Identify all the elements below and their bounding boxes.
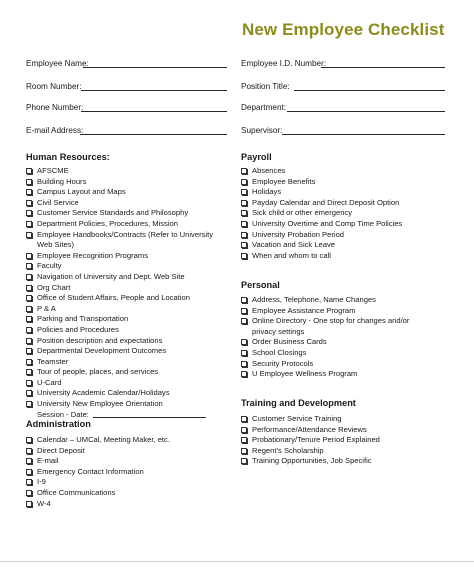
hr-item-development-outcomes[interactable]: Departmental Development Outcomes: [26, 346, 213, 357]
employee-name-line[interactable]: [83, 67, 227, 68]
checkbox-icon[interactable]: [26, 210, 32, 216]
training-item-opportunities[interactable]: Training Opportunities, Job Specific: [241, 456, 380, 467]
hr-item-handbooks-continuation: Web Sites): [37, 240, 74, 250]
checkbox-icon[interactable]: [26, 401, 32, 407]
hr-item-building-hours[interactable]: Building Hours: [26, 177, 213, 188]
checkbox-icon[interactable]: [241, 253, 247, 259]
checkbox-icon[interactable]: [26, 189, 32, 195]
hr-item-faculty[interactable]: Faculty: [26, 261, 213, 272]
admin-item-emergency-contact[interactable]: Emergency Contact Information: [26, 467, 170, 478]
checkbox-icon[interactable]: [241, 168, 247, 174]
checkbox-icon[interactable]: [241, 448, 247, 454]
checkbox-icon[interactable]: [26, 168, 32, 174]
department-field: [241, 103, 286, 112]
checkbox-icon[interactable]: [241, 242, 247, 248]
checkbox-icon[interactable]: [26, 469, 32, 475]
checkbox-icon[interactable]: [241, 339, 247, 345]
payroll-item-absences[interactable]: Absences: [241, 166, 402, 177]
payroll-item-payday-calendar[interactable]: Payday Calendar and Direct Deposit Option: [241, 198, 402, 209]
checkbox-icon[interactable]: [26, 253, 32, 259]
checkbox-icon[interactable]: [26, 490, 32, 496]
personal-item-security[interactable]: Security Protocols: [241, 359, 409, 370]
supervisor-label: Supervisor:: [241, 126, 283, 135]
checkbox-icon[interactable]: [26, 359, 32, 365]
room-number-field: [26, 82, 82, 91]
checkbox-icon[interactable]: [26, 316, 32, 322]
hr-item-parking[interactable]: Parking and Transportation: [26, 314, 213, 325]
administration-list: [26, 435, 170, 509]
checkbox-icon[interactable]: [241, 210, 247, 216]
checkbox-icon[interactable]: [26, 458, 32, 464]
personal-heading: Personal: [241, 280, 280, 290]
admin-item-office-communications[interactable]: Office Communications: [26, 488, 170, 499]
checkbox-icon[interactable]: [241, 361, 247, 367]
phone-number-label: Phone Number:: [26, 103, 84, 112]
checkbox-icon[interactable]: [26, 380, 32, 386]
employee-id-line[interactable]: [321, 67, 445, 68]
checkbox-icon[interactable]: [26, 501, 32, 507]
checkbox-icon[interactable]: [241, 416, 247, 422]
checkbox-icon[interactable]: [26, 295, 32, 301]
email-address-field: [26, 126, 83, 135]
page-title: New Employee Checklist: [242, 20, 445, 39]
department-line[interactable]: [287, 111, 445, 112]
checkbox-icon[interactable]: [241, 232, 247, 238]
payroll-item-whom-to-call[interactable]: When and whom to call: [241, 251, 402, 262]
checkbox-icon[interactable]: [241, 297, 247, 303]
training-list: [241, 414, 380, 467]
email-address-label: E-mail Address:: [26, 126, 84, 135]
checkbox-icon[interactable]: [26, 369, 32, 375]
personal-item-school-closings[interactable]: School Closings: [241, 348, 409, 359]
page-bottom-divider: [0, 561, 474, 562]
department-label: Department:: [241, 103, 287, 112]
email-address-line[interactable]: [80, 134, 227, 135]
checkbox-icon[interactable]: [26, 479, 32, 485]
checkbox-icon[interactable]: [241, 437, 247, 443]
checkbox-icon[interactable]: [26, 179, 32, 185]
supervisor-line[interactable]: [282, 134, 445, 135]
hr-item-orientation[interactable]: University New Employee Orientation: [26, 399, 213, 410]
hr-item-civil-service[interactable]: Civil Service: [26, 198, 213, 209]
hr-item-employee-handbooks[interactable]: Employee Handbooks/Contracts (Refer to University: [26, 230, 213, 241]
supervisor-field: [241, 126, 282, 135]
training-item-scholarship[interactable]: Regent’s Scholarship: [241, 446, 380, 457]
hr-item-u-card[interactable]: U-Card: [26, 378, 213, 389]
checkbox-icon[interactable]: [241, 371, 247, 377]
position-title-field: [241, 82, 290, 91]
checkbox-icon[interactable]: [26, 274, 32, 280]
hr-item-afscme[interactable]: AFSCME: [26, 166, 213, 177]
payroll-item-holidays[interactable]: Holidays: [241, 187, 402, 198]
admin-item-calendar[interactable]: Calendar – UMCal, Meeting Maker, etc.: [26, 435, 170, 446]
checkbox-icon[interactable]: [241, 427, 247, 433]
payroll-item-overtime[interactable]: University Overtime and Comp Time Policies: [241, 219, 402, 230]
checkbox-icon[interactable]: [26, 232, 32, 238]
hr-item-position-description[interactable]: Position description and expectations: [26, 336, 213, 347]
checkbox-icon[interactable]: [26, 221, 32, 227]
checkbox-icon[interactable]: [26, 306, 32, 312]
payroll-heading: Payroll: [241, 152, 272, 162]
hr-item-academic-calendar[interactable]: University Academic Calendar/Holidays: [26, 388, 213, 399]
hr-item-navigation[interactable]: Navigation of University and Dept. Web Site: [26, 272, 213, 283]
admin-item-direct-deposit[interactable]: Direct Deposit: [26, 446, 170, 457]
employee-name-field: [26, 59, 89, 68]
personal-list: [241, 295, 409, 380]
personal-item-directory-continuation: privacy settings: [252, 326, 305, 336]
hr-item-student-affairs[interactable]: Office of Student Affairs, People and Location: [26, 293, 213, 304]
employee-name-label: Employee Name:: [26, 59, 89, 68]
checkbox-icon[interactable]: [26, 448, 32, 454]
hr-item-department-policies[interactable]: Department Policies, Procedures, Mission: [26, 219, 213, 230]
checkbox-icon[interactable]: [241, 200, 247, 206]
hr-item-tour[interactable]: Tour of people, places, and services: [26, 367, 213, 378]
checkbox-icon[interactable]: [241, 350, 247, 356]
hr-item-p-and-a[interactable]: P & A: [26, 304, 213, 315]
checkbox-icon[interactable]: [26, 390, 32, 396]
payroll-list: [241, 166, 402, 261]
checkbox-icon[interactable]: [26, 263, 32, 269]
checkbox-icon[interactable]: [26, 327, 32, 333]
checkbox-icon[interactable]: [241, 179, 247, 185]
checkbox-icon[interactable]: [241, 308, 247, 314]
position-title-line[interactable]: [294, 90, 445, 91]
employee-id-field: [241, 59, 326, 68]
payroll-item-probation[interactable]: University Probation Period: [241, 230, 402, 241]
checkbox-icon[interactable]: [26, 437, 32, 443]
payroll-item-benefits[interactable]: Employee Benefits: [241, 177, 402, 188]
personal-item-assistance[interactable]: Employee Assistance Program: [241, 306, 409, 317]
training-item-performance[interactable]: Performance/Attendance Reviews: [241, 425, 380, 436]
orientation-date-line[interactable]: [93, 417, 206, 418]
checkbox-icon[interactable]: [26, 348, 32, 354]
training-heading: Training and Development: [241, 398, 356, 408]
room-number-label: Room Number:: [26, 82, 82, 91]
checkbox-icon[interactable]: [26, 200, 32, 206]
payroll-item-vacation[interactable]: Vacation and Sick Leave: [241, 240, 402, 251]
hr-item-policies[interactable]: Policies and Procedures: [26, 325, 213, 336]
hr-item-recognition[interactable]: Employee Recognition Programs: [26, 251, 213, 262]
personal-item-business-cards[interactable]: Order Business Cards: [241, 337, 409, 348]
personal-item-address[interactable]: Address, Telephone, Name Changes: [241, 295, 409, 306]
training-item-probationary[interactable]: Probationary/Tenure Period Explained: [241, 435, 380, 446]
admin-item-w4[interactable]: W-4: [26, 499, 170, 510]
hr-item-orientation-date: Session - Date:: [26, 410, 213, 421]
checkbox-icon[interactable]: [26, 285, 32, 291]
room-number-line[interactable]: [81, 90, 227, 91]
checkbox-icon[interactable]: [241, 221, 247, 227]
phone-number-field: [26, 103, 83, 112]
admin-item-email[interactable]: E-mail: [26, 456, 170, 467]
human-resources-heading: Human Resources:: [26, 152, 110, 162]
hr-item-org-chart[interactable]: Org Chart: [26, 283, 213, 294]
training-item-customer-service[interactable]: Customer Service Training: [241, 414, 380, 425]
admin-item-i9[interactable]: I-9: [26, 477, 170, 488]
phone-number-line[interactable]: [81, 111, 227, 112]
personal-item-online-directory[interactable]: Online Directory - One stop for changes and/or: [241, 316, 409, 327]
payroll-item-sick-child[interactable]: Sick child or other emergency: [241, 208, 402, 219]
personal-item-wellness[interactable]: U Employee Wellness Program: [241, 369, 409, 380]
administration-heading: Administration: [26, 419, 91, 429]
checkbox-icon[interactable]: [241, 458, 247, 464]
hr-item-campus-layout[interactable]: Campus Layout and Maps: [26, 187, 213, 198]
checkbox-icon[interactable]: [26, 338, 32, 344]
hr-item-customer-service[interactable]: Customer Service Standards and Philosophy: [26, 208, 213, 219]
employee-id-label: Employee I.D. Number:: [241, 59, 327, 68]
position-title-label: Position Title:: [241, 82, 290, 91]
human-resources-list: [26, 166, 213, 420]
hr-item-teamster[interactable]: Teamster: [26, 357, 213, 368]
checkbox-icon[interactable]: [241, 189, 247, 195]
checkbox-icon[interactable]: [241, 318, 247, 324]
